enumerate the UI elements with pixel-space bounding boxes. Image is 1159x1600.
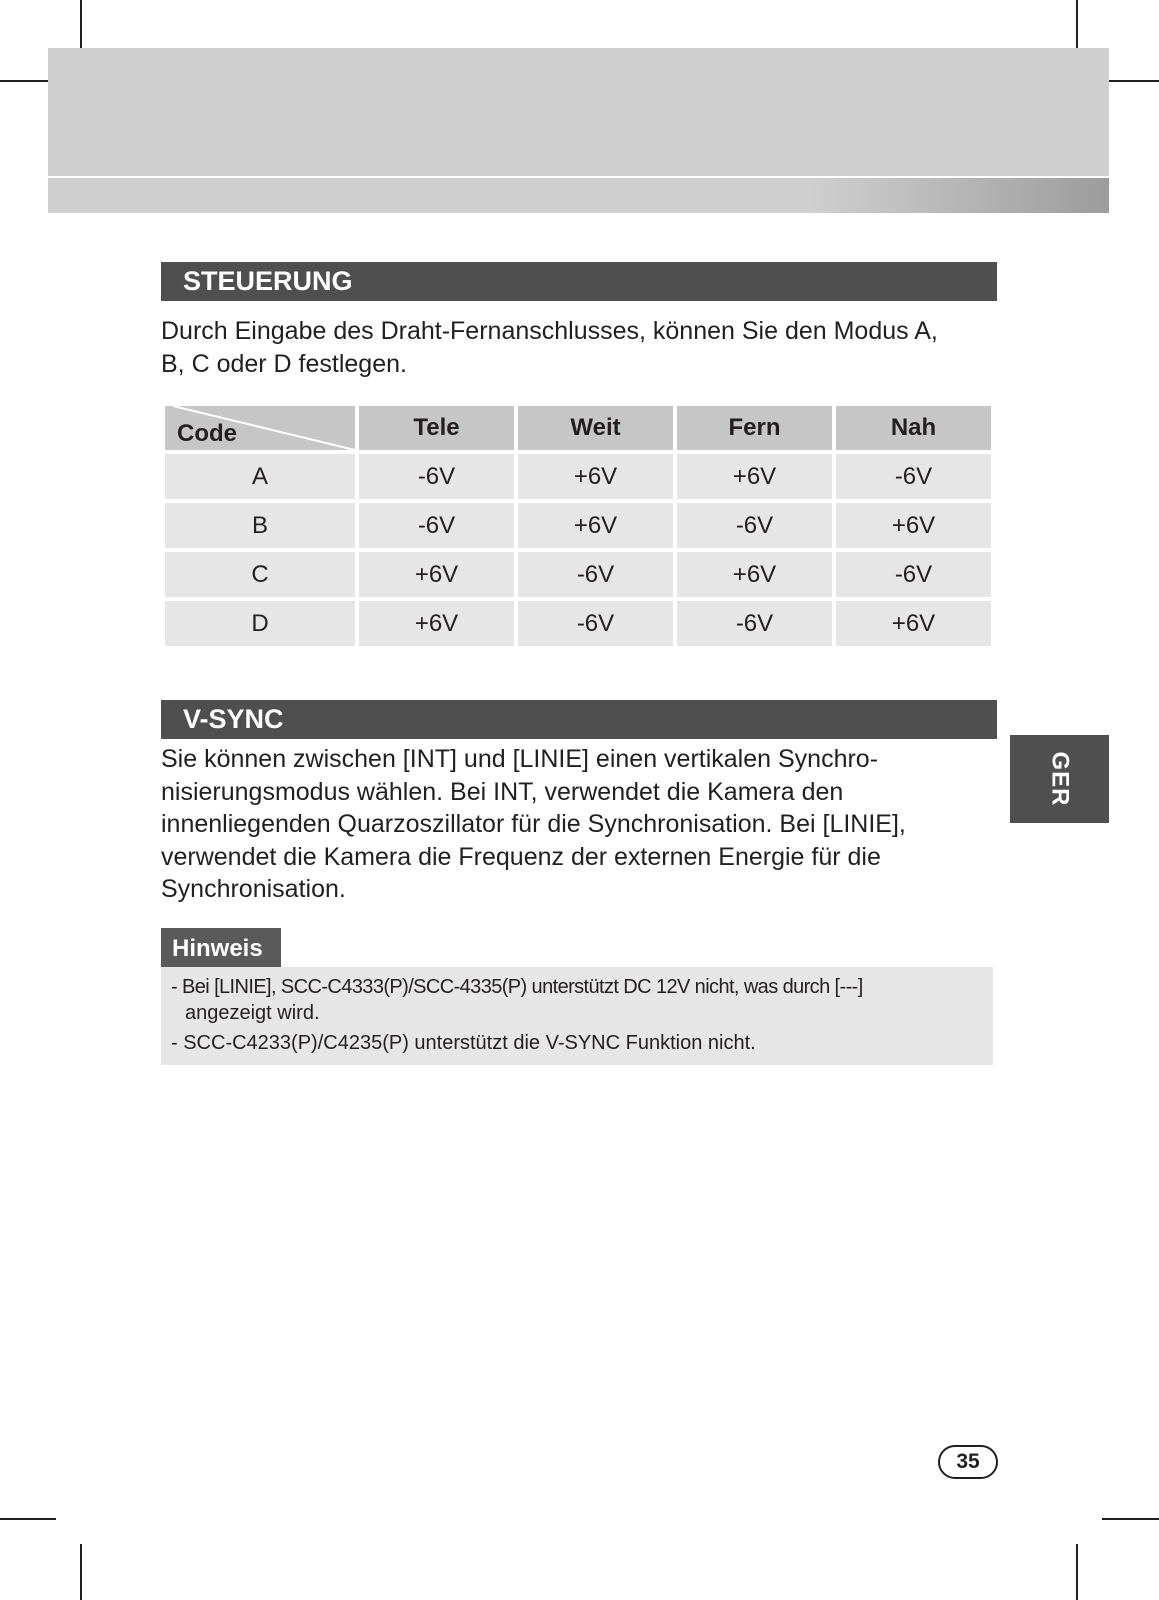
paragraph-line: nisierungsmodus wählen. Bei INT, verwendet die Kamera den [161,777,844,806]
column-header-fern: Fern [677,406,832,450]
table-cell: -6V [677,503,832,548]
column-header-nah: Nah [836,406,991,450]
control-code-table [161,402,995,650]
crop-mark [1102,1518,1159,1520]
table-cell: +6V [836,503,991,548]
paragraph-line: Synchronisation. [161,875,346,903]
table-row [165,503,991,548]
table-cell: -6V [359,503,514,548]
column-header-weit: Weit [518,406,673,450]
paragraph-line: Sie können zwischen [INT] und [LINIE] einen vertikalen Synchro- [161,745,879,773]
code-column-label: Code [177,420,237,447]
table-cell: +6V [359,601,514,646]
steuerung-paragraph [161,315,991,380]
crop-mark [0,1518,56,1520]
vsync-paragraph [161,743,991,906]
header-gradient-strip [48,178,1109,213]
note-item [171,974,863,1026]
page-number: 35 [938,1445,998,1479]
table-row [165,454,991,499]
table-cell: +6V [836,601,991,646]
table-row [165,601,991,646]
note-item-line: - Bei [LINIE], SCC-C4333(P)/SCC-4335(P) unterstützt DC 12V nicht, was durch [---] [171,976,863,998]
column-header-tele: Tele [359,406,514,450]
table-cell: -6V [836,552,991,597]
row-code: C [165,552,355,597]
language-tab [1010,735,1109,823]
crop-mark [80,1544,82,1600]
row-code: A [165,454,355,499]
table-cell: -6V [836,454,991,499]
table-cell: +6V [677,454,832,499]
crop-mark [1076,1544,1078,1600]
header-band [48,48,1109,176]
table-corner-header [165,406,355,450]
note-item-line: angezeigt wird. [185,1002,320,1024]
paragraph-line: innenliegenden Quarzoszillator für die Synchronisation. Bei [LINIE], [161,810,906,838]
table-cell: +6V [359,552,514,597]
row-code: B [165,503,355,548]
language-tab-label: GER [1046,751,1074,807]
table-cell: +6V [518,503,673,548]
table-cell: -6V [518,601,673,646]
section-title-vsync: V-SYNC [161,700,997,739]
note-item [171,1030,756,1056]
row-code: D [165,601,355,646]
paragraph-line: verwendet die Kamera die Frequenz der externen Energie für die [161,842,881,871]
table-cell: -6V [677,601,832,646]
table-header-row [165,406,991,450]
note-box [161,967,993,1065]
table-cell: -6V [359,454,514,499]
paragraph-line: Durch Eingabe des Draht-Fernanschlusses, können Sie den Modus A, [161,317,938,345]
paragraph-line: B, C oder D festlegen. [161,349,407,378]
table-cell: -6V [518,552,673,597]
note-title: Hinweis [161,928,281,967]
table-cell: +6V [677,552,832,597]
section-title-steuerung: STEUERUNG [161,262,997,301]
crop-mark [1102,80,1159,82]
note-item-line: - SCC-C4233(P)/C4235(P) unterstützt die V-SYNC Funktion nicht. [171,1032,756,1054]
table-row [165,552,991,597]
table-cell: +6V [518,454,673,499]
